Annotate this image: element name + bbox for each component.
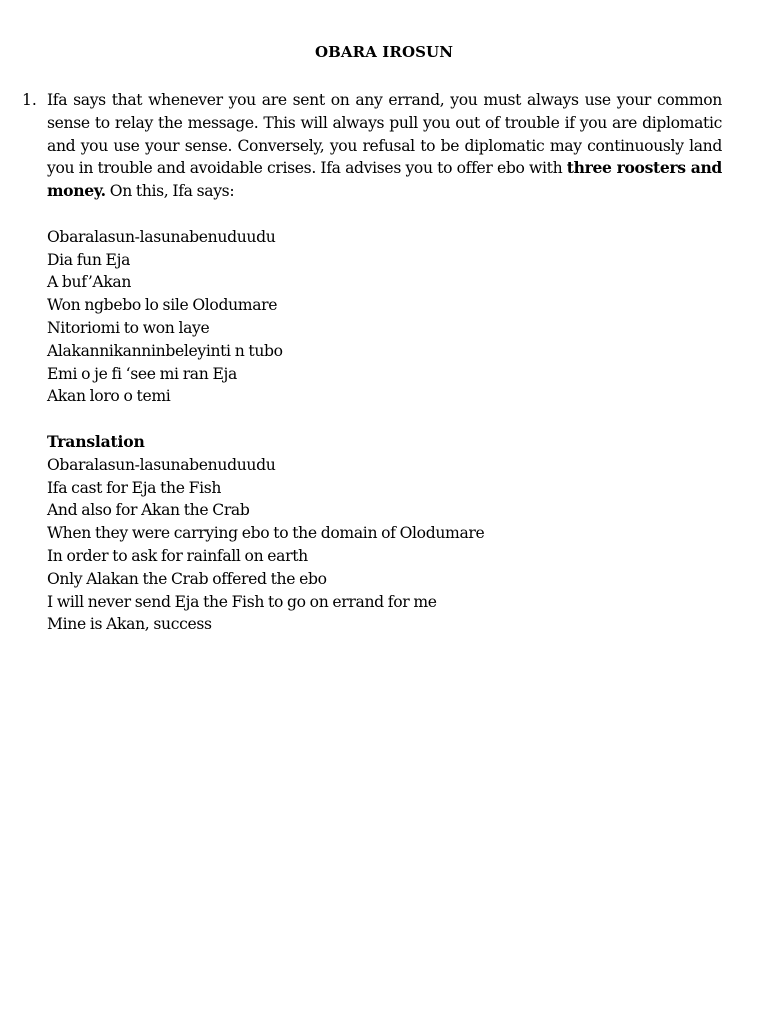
translation-line: Obaralasun-lasunabenuduudu xyxy=(47,455,276,474)
document-title: OBARA IROSUN xyxy=(314,43,454,61)
translation-line: Mine is Akan, success xyxy=(47,615,212,634)
verse-line: A buf’Akan xyxy=(47,273,132,292)
verse-line: Dia fun Eja xyxy=(47,250,131,269)
paragraph-bold-text: three roosters and money. xyxy=(47,158,722,201)
verse-line: Emi o je fi ‘see mi ran Eja xyxy=(47,364,237,383)
item-body xyxy=(47,89,722,636)
verse-line: Nitoriomi to won laye xyxy=(47,318,210,337)
verse-line: Alakannikanninbeleyinti n tubo xyxy=(47,341,283,360)
translation-line: I will never send Eja the Fish to go on errand for me xyxy=(47,592,437,611)
verse-list xyxy=(47,226,722,408)
item-number: 1. xyxy=(22,91,37,109)
translation-line: Only Alakan the Crab offered the ebo xyxy=(47,569,327,588)
translation-line: When they were carrying ebo to the domain of Olodumare xyxy=(47,524,485,543)
translation-line: In order to ask for rainfall on earth xyxy=(47,546,308,565)
verse-line: Obaralasun-lasunabenuduudu xyxy=(47,227,276,246)
intro-paragraph xyxy=(47,89,722,203)
verse-line: Won ngbebo lo sile Olodumare xyxy=(47,296,278,315)
translation-list xyxy=(47,454,722,636)
paragraph-text-end: On this, Ifa says: xyxy=(105,182,235,201)
translation-line: Ifa cast for Eja the Fish xyxy=(47,478,222,497)
numbered-item xyxy=(22,89,722,636)
paragraph-text: Ifa says that whenever you are sent on any errand, you must always use your common sense to relay the message. This will always pull you out of trouble if you are diplomatic and you use your sense. Conversely, you refusal to be diplomatic may continuously land you in trouble and avoidable crises. Ifa advises you to offer ebo with xyxy=(47,91,722,178)
translation-heading: Translation xyxy=(47,431,145,451)
verse-line: Akan loro o temi xyxy=(47,387,171,406)
translation-line: And also for Akan the Crab xyxy=(47,501,250,520)
